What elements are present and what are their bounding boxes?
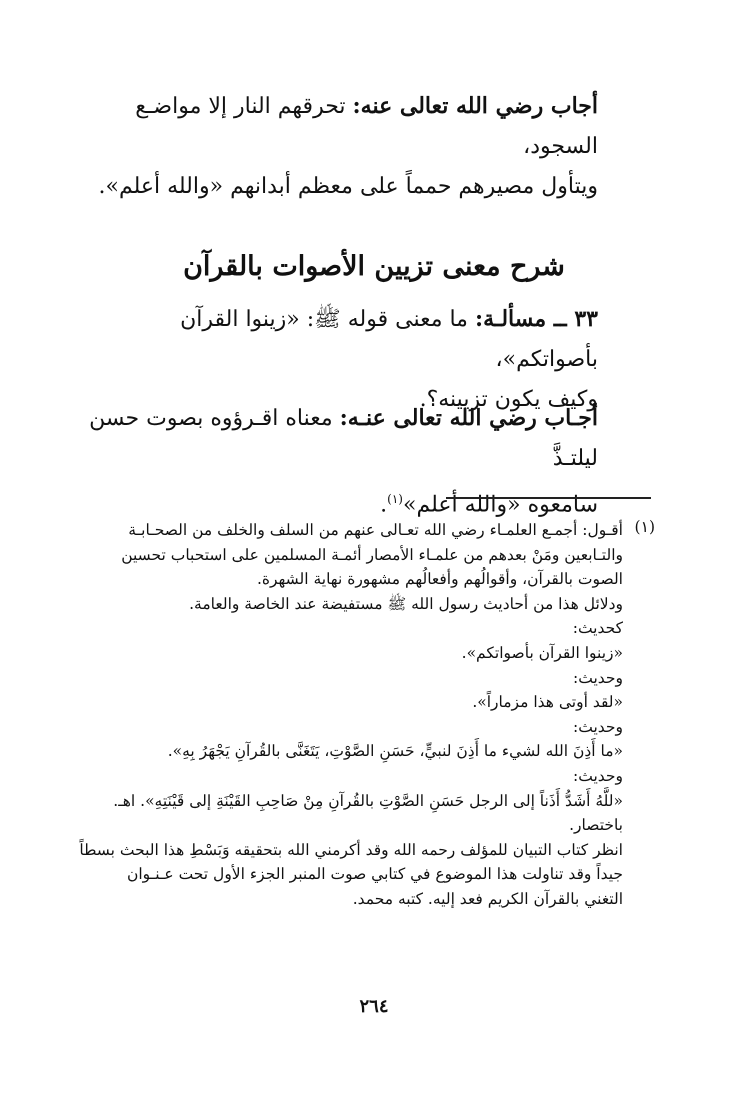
footnote-line: «للَّهُ أَشَدُّ أَذَناً إلى الرجل حَسَنِ الصَّوْتِ بالقُرآنِ مِنْ صَاحِبِ القَيْنَةِ إلى قَيْنَتِهِ». اهـ. <box>113 791 623 810</box>
footnote-line: وحديث: <box>573 766 623 785</box>
footnote-line: وحديث: <box>573 668 623 687</box>
footnote-line: وحديث: <box>573 717 623 736</box>
footnote-line: التغني بالقرآن الكريم فعد إليه. كتبه محمد. <box>352 889 623 908</box>
footnote-line: أقـول: أجمـع العلمـاء رضي الله تعـالى عنهم من السلف والخلف من الصحـابـة <box>128 521 623 539</box>
page-number: ٢٦٤ <box>359 996 389 1017</box>
question-label: ٣٣ ــ مسألـة: <box>474 306 598 332</box>
answer-1-line-1 <box>78 86 598 167</box>
question-line-1 <box>78 299 598 380</box>
footnote-line: والتـابعين ومَنْ بعدهم من علمـاء الأمصار أئمـة المسلمين على استحباب تحسين <box>121 545 623 564</box>
answer-1-line-2: ويتأول مصيرهم حمماً على معظم أبدانهم «والله أعلم». <box>98 174 598 199</box>
section-title: شرح معنى تزيين الأصوات بالقرآن <box>183 251 565 282</box>
answer-1-text-1: تحرقهم النار إلا مواضـع السجود، <box>135 94 598 159</box>
answer-2-text-1: معناه اقـرؤوه بصوت حسن ليلتـذَّ <box>89 406 598 471</box>
answer-1-label: أجاب رضي الله تعالى عنه: <box>352 93 598 119</box>
footnote-number: (١) <box>634 518 655 536</box>
answer-2-label: أجـاب رضي الله تعالى عنـه: <box>339 405 598 431</box>
footnote-line: باختصار. <box>569 816 623 835</box>
footnote-reference[interactable]: (١) <box>387 492 403 506</box>
footnote-line: جيداً وقد تناولت هذا الموضوع في كتابي صوت المنبر الجزء الأول تحت عـنـوان <box>126 865 623 884</box>
footnote-line: ودلائل هذا من أحاديث رسول الله ﷺ مستفيضة عند الخاصة والعامة. <box>189 594 623 613</box>
footnote-body <box>79 518 623 912</box>
answer-1 <box>78 86 598 207</box>
footnote-line: «ما أَذِنَ الله لشيء ما أَذِنَ لنبيٍّ، حَسَنِ الصَّوْتِ، يَتَغَنَّى بالقُرآنِ يَجْهَرُ بِهِ». <box>167 742 623 761</box>
footnote-line: انظر كتاب التبيان للمؤلف رحمه الله وقد أكرمني الله بتحقيقه وَبَسْطِ هذا البحث بسطاً <box>79 840 623 859</box>
footnote-line: «زينوا القرآن بأصواتكم». <box>461 643 623 662</box>
answer-2-text-2: سامعوه «والله أعلم» <box>402 492 598 518</box>
question-text-1: ما معنى قوله ﷺ: «زينوا القرآن بأصواتكم»، <box>180 307 598 372</box>
answer-2 <box>78 398 598 525</box>
answer-2-end: . <box>380 492 388 518</box>
footnote-line: «لقد أوتى هذا مزماراً». <box>472 693 623 712</box>
footnote-line: الصوت بالقرآن، وأقوالُهم وأفعالُهم مشهورة نهاية الشهرة. <box>256 570 623 589</box>
footnote-line: كحديث: <box>572 619 623 638</box>
question-line-2: وكيف يكون تزيينه؟. <box>419 387 598 412</box>
footnote-divider <box>446 497 651 499</box>
answer-2-line-1 <box>78 398 598 479</box>
